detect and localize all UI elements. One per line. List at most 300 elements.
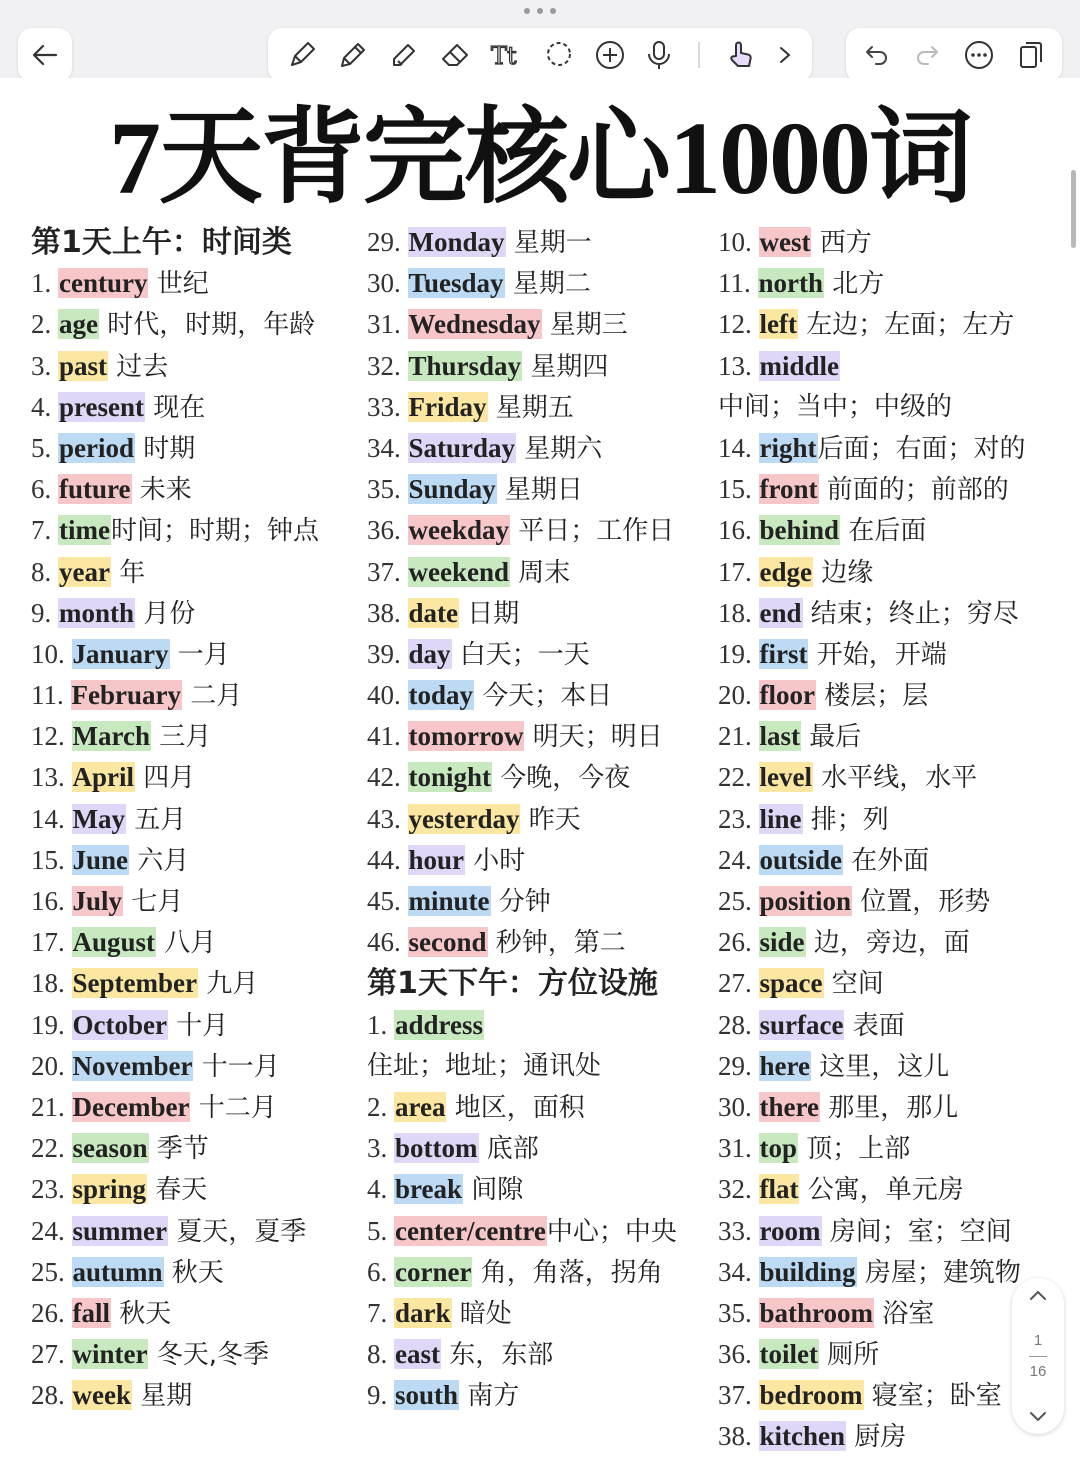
vocab-item bbox=[31, 922, 319, 963]
chinese-meaning: 厨房 bbox=[846, 1422, 907, 1453]
chinese-meaning: 排；列 bbox=[802, 804, 889, 835]
vocab-item bbox=[31, 963, 319, 1004]
item-number: 10. bbox=[31, 638, 72, 669]
item-number: 23. bbox=[31, 1174, 72, 1205]
english-word: Friday bbox=[408, 391, 487, 422]
vocab-item bbox=[367, 1211, 677, 1252]
item-number: 27. bbox=[718, 968, 759, 999]
english-word: Sunday bbox=[408, 474, 496, 505]
english-word: October bbox=[72, 1009, 167, 1040]
item-number: 28. bbox=[31, 1380, 72, 1411]
english-word: minute bbox=[408, 886, 490, 916]
english-word: November bbox=[72, 1050, 193, 1081]
chinese-meaning: 结束；终止；穷尽 bbox=[802, 598, 1019, 629]
english-word: August bbox=[72, 927, 156, 958]
english-word: second bbox=[408, 927, 487, 958]
vocab-item bbox=[367, 881, 677, 922]
chinese-meaning: 角，角落，拐角 bbox=[472, 1257, 663, 1288]
chinese-meaning: 时间；时期；钟点 bbox=[110, 516, 319, 547]
english-word: building bbox=[759, 1256, 856, 1287]
vocab-item bbox=[31, 634, 319, 675]
item-number: 17. bbox=[31, 927, 72, 958]
vocab-item bbox=[31, 593, 319, 634]
item-number: 15. bbox=[31, 844, 72, 875]
english-word: autumn bbox=[72, 1256, 163, 1287]
item-number: 35. bbox=[718, 1297, 759, 1328]
item-number: 22. bbox=[31, 1133, 72, 1164]
item-number: 18. bbox=[31, 968, 72, 999]
english-word: January bbox=[72, 638, 169, 669]
item-number: 15. bbox=[718, 474, 759, 505]
english-word: left bbox=[759, 309, 797, 340]
english-word: behind bbox=[759, 515, 840, 546]
vocab-item bbox=[718, 716, 1026, 757]
chinese-meaning: 星期一 bbox=[505, 228, 592, 258]
english-word: weekday bbox=[408, 515, 509, 546]
english-word: level bbox=[759, 762, 812, 793]
item-number: 37. bbox=[718, 1380, 759, 1411]
item-number: 8. bbox=[367, 1339, 394, 1370]
vocab-item bbox=[718, 1005, 1026, 1046]
english-word: position bbox=[759, 886, 852, 916]
english-word: Tuesday bbox=[408, 268, 504, 299]
chinese-meaning: 公寓，单元房 bbox=[799, 1175, 964, 1206]
back-arrow-icon bbox=[32, 44, 58, 66]
chinese-meaning: 过去 bbox=[108, 351, 169, 382]
chinese-meaning: 左边；左面；左方 bbox=[797, 310, 1015, 341]
current-page: 1 bbox=[1033, 1331, 1043, 1349]
undo-icon[interactable] bbox=[863, 41, 891, 69]
vocab-item bbox=[367, 593, 677, 634]
chinese-meaning: 楼层；层 bbox=[815, 681, 929, 712]
top-toolbar bbox=[0, 0, 1080, 78]
vocab-item bbox=[718, 263, 1026, 304]
item-number: 4. bbox=[367, 1174, 394, 1205]
chinese-meaning: 北方 bbox=[824, 269, 885, 300]
vocab-item bbox=[718, 840, 1026, 881]
vocab-item bbox=[367, 304, 677, 345]
chevron-down-icon[interactable] bbox=[1028, 1410, 1048, 1424]
item-number: 4. bbox=[31, 391, 58, 422]
chinese-meaning: 浴室 bbox=[874, 1298, 935, 1329]
vocab-item bbox=[367, 387, 677, 428]
chevron-right-icon[interactable] bbox=[776, 39, 794, 71]
chinese-meaning: 三月 bbox=[150, 722, 212, 753]
english-word: year bbox=[59, 556, 110, 587]
pencil-icon[interactable] bbox=[337, 39, 369, 71]
chinese-meaning: 七月 bbox=[123, 887, 184, 917]
item-number: 19. bbox=[31, 1009, 72, 1040]
chinese-meaning: 水平线，水平 bbox=[812, 763, 978, 794]
vocab-item bbox=[367, 757, 677, 798]
chinese-meaning: 在外面 bbox=[843, 845, 930, 876]
item-number: 46. bbox=[367, 927, 408, 958]
item-number: 29. bbox=[718, 1050, 759, 1081]
vocab-item bbox=[31, 1211, 319, 1252]
page-navigator bbox=[1012, 1278, 1064, 1434]
vocab-item bbox=[718, 469, 1026, 510]
english-word: west bbox=[759, 227, 811, 257]
pen-icon[interactable] bbox=[286, 39, 318, 71]
item-number: 13. bbox=[31, 762, 72, 793]
vocab-item bbox=[31, 1128, 319, 1169]
touch-hand-icon[interactable] bbox=[725, 39, 757, 71]
vocab-item bbox=[367, 1005, 677, 1046]
vocab-item bbox=[31, 1252, 319, 1293]
item-number: 6. bbox=[367, 1256, 394, 1287]
english-word: last bbox=[759, 721, 800, 752]
english-word: fall bbox=[72, 1297, 110, 1328]
english-word: corner bbox=[395, 1256, 472, 1287]
english-word: April bbox=[72, 762, 135, 793]
vocab-item bbox=[718, 1087, 1026, 1128]
vocab-item bbox=[31, 1375, 319, 1416]
vocab-item bbox=[718, 675, 1026, 716]
item-number: 43. bbox=[367, 803, 408, 834]
vocab-item bbox=[367, 1128, 677, 1169]
item-number: 21. bbox=[31, 1091, 72, 1122]
toolbar-divider bbox=[698, 42, 700, 68]
english-word: tomorrow bbox=[408, 721, 524, 752]
item-number: 24. bbox=[718, 844, 759, 875]
chinese-meaning: 开始，开端 bbox=[808, 639, 947, 670]
item-number: 39. bbox=[367, 638, 408, 669]
english-word: right bbox=[759, 432, 817, 463]
vocab-item bbox=[367, 469, 677, 510]
english-word: past bbox=[59, 350, 108, 381]
vocab-item bbox=[31, 716, 319, 757]
chinese-meaning: 位置，形势 bbox=[852, 887, 991, 917]
english-word: bathroom bbox=[759, 1297, 874, 1328]
english-word: May bbox=[72, 803, 125, 834]
chinese-meaning: 房屋；建筑物 bbox=[856, 1257, 1021, 1288]
chinese-meaning: 秋天 bbox=[111, 1298, 172, 1329]
vocab-item bbox=[367, 799, 677, 840]
item-number: 14. bbox=[31, 803, 72, 834]
item-number: 11. bbox=[718, 268, 758, 299]
vocab-item bbox=[367, 552, 677, 593]
word-meaning-continued: 住址；地址；通讯处 bbox=[367, 1050, 602, 1081]
chinese-meaning: 今晚，今夜 bbox=[492, 763, 631, 794]
section-heading: 第1天下午：方位设施 bbox=[367, 966, 658, 1002]
pages-icon[interactable] bbox=[1017, 39, 1045, 71]
item-number: 22. bbox=[718, 762, 759, 793]
item-number: 8. bbox=[31, 556, 58, 587]
chinese-meaning: 中心；中央 bbox=[546, 1216, 677, 1247]
item-number: 42. bbox=[367, 762, 408, 793]
english-word: summer bbox=[72, 1215, 167, 1246]
vocab-item bbox=[718, 1128, 1026, 1169]
english-word: present bbox=[59, 391, 144, 422]
vocab-item bbox=[31, 881, 319, 922]
drag-handle[interactable] bbox=[524, 8, 556, 18]
vocab-item bbox=[31, 552, 319, 593]
chinese-meaning: 十二月 bbox=[190, 1092, 277, 1123]
item-number: 11. bbox=[31, 680, 71, 711]
item-number: 1. bbox=[367, 1009, 394, 1040]
vocab-item bbox=[31, 840, 319, 881]
english-word: address bbox=[395, 1009, 484, 1040]
chinese-meaning: 今天；本日 bbox=[474, 681, 613, 712]
english-word: center/centre bbox=[395, 1215, 546, 1246]
chinese-meaning: 星期二 bbox=[504, 269, 591, 300]
item-number: 17. bbox=[718, 556, 759, 587]
chinese-meaning: 十一月 bbox=[193, 1051, 280, 1082]
english-word: south bbox=[395, 1380, 459, 1411]
english-word: kitchen bbox=[759, 1421, 846, 1452]
vocab-item bbox=[367, 1293, 677, 1334]
add-icon[interactable] bbox=[594, 39, 626, 71]
english-word: September bbox=[72, 968, 197, 999]
lasso-icon[interactable] bbox=[543, 39, 575, 71]
chinese-meaning: 在后面 bbox=[840, 516, 927, 547]
chinese-meaning: 边，旁边，面 bbox=[805, 928, 970, 959]
item-number: 40. bbox=[367, 680, 408, 711]
chinese-meaning: 西方 bbox=[811, 228, 872, 258]
item-number: 25. bbox=[718, 886, 759, 916]
item-number: 5. bbox=[367, 1215, 394, 1246]
item-number: 14. bbox=[718, 432, 759, 463]
chinese-meaning: 星期五 bbox=[487, 392, 574, 423]
vocab-item bbox=[718, 1169, 1026, 1210]
vocab-item bbox=[718, 1334, 1026, 1375]
item-number: 9. bbox=[367, 1380, 394, 1411]
chinese-meaning: 六月 bbox=[129, 845, 190, 876]
english-word: March bbox=[72, 721, 150, 752]
item-number: 36. bbox=[718, 1339, 759, 1370]
english-word: tonight bbox=[408, 762, 492, 793]
vocab-item bbox=[367, 1252, 677, 1293]
english-word: top bbox=[759, 1133, 798, 1164]
vocab-item bbox=[718, 1375, 1026, 1416]
english-word: edge bbox=[759, 556, 812, 587]
item-number: 23. bbox=[718, 803, 759, 834]
vocab-item bbox=[31, 1087, 319, 1128]
english-word: bedroom bbox=[759, 1380, 863, 1411]
document-actions bbox=[846, 28, 1062, 82]
english-word: Saturday bbox=[408, 432, 516, 463]
english-word: June bbox=[72, 844, 129, 875]
item-number: 30. bbox=[367, 268, 408, 299]
item-number: 2. bbox=[31, 309, 58, 340]
word-meaning-continued: 中间；当中；中级的 bbox=[718, 391, 953, 422]
item-number: 32. bbox=[718, 1174, 759, 1205]
chinese-meaning: 那里，那儿 bbox=[819, 1092, 959, 1123]
english-word: toilet bbox=[759, 1339, 818, 1370]
chinese-meaning: 季节 bbox=[148, 1134, 209, 1165]
chinese-meaning: 未来 bbox=[131, 475, 192, 506]
vocab-item bbox=[31, 428, 319, 469]
item-number: 38. bbox=[367, 597, 408, 628]
chinese-meaning: 底部 bbox=[478, 1134, 539, 1165]
english-word: front bbox=[759, 474, 818, 505]
item-number: 12. bbox=[718, 309, 759, 340]
page-title: 7天背完核心1000词 bbox=[108, 101, 971, 216]
chinese-meaning: 八月 bbox=[156, 928, 217, 959]
item-number: 28. bbox=[718, 1009, 759, 1040]
vocab-item bbox=[718, 510, 1026, 551]
item-number: 36. bbox=[367, 515, 408, 546]
item-number: 10. bbox=[718, 227, 759, 257]
item-number: 29. bbox=[367, 227, 408, 257]
item-number: 33. bbox=[718, 1215, 759, 1246]
vocab-item bbox=[718, 346, 1026, 387]
item-number: 5. bbox=[31, 432, 58, 463]
english-word: winter bbox=[72, 1339, 148, 1370]
vocab-item bbox=[31, 469, 319, 510]
vocab-item bbox=[718, 757, 1026, 798]
chinese-meaning: 南方 bbox=[459, 1381, 520, 1412]
english-word: today bbox=[408, 680, 474, 711]
vocab-item bbox=[718, 1293, 1026, 1334]
english-word: Wednesday bbox=[408, 309, 541, 340]
column-2 bbox=[367, 222, 677, 1416]
english-word: first bbox=[759, 638, 808, 669]
english-word: century bbox=[59, 268, 148, 299]
vocab-item bbox=[718, 881, 1026, 922]
item-number: 30. bbox=[718, 1091, 759, 1122]
english-word: weekend bbox=[408, 556, 509, 587]
vocab-item bbox=[367, 510, 677, 551]
vocab-item bbox=[718, 634, 1026, 675]
english-word: room bbox=[759, 1215, 821, 1246]
item-number: 16. bbox=[718, 515, 759, 546]
item-number: 2. bbox=[367, 1091, 394, 1122]
chinese-meaning: 年 bbox=[110, 557, 146, 588]
english-word: surface bbox=[759, 1009, 844, 1040]
vocab-item bbox=[718, 304, 1026, 345]
vocab-item bbox=[367, 840, 677, 881]
chinese-meaning: 一月 bbox=[169, 639, 230, 670]
chinese-meaning: 时期 bbox=[135, 433, 196, 464]
chinese-meaning: 夏天，夏季 bbox=[167, 1216, 307, 1247]
vocab-item bbox=[367, 1375, 677, 1416]
chinese-meaning: 九月 bbox=[197, 969, 259, 1000]
chinese-meaning: 现在 bbox=[145, 392, 206, 423]
microphone-icon[interactable] bbox=[645, 39, 673, 71]
chinese-meaning: 暗处 bbox=[451, 1298, 512, 1329]
english-word: bottom bbox=[395, 1133, 478, 1164]
item-number: 20. bbox=[31, 1050, 72, 1081]
vocab-item bbox=[31, 1005, 319, 1046]
vocab-item bbox=[718, 222, 1026, 263]
item-number: 26. bbox=[31, 1297, 72, 1328]
chinese-meaning: 日期 bbox=[459, 598, 520, 629]
chinese-meaning: 前面的；前部的 bbox=[818, 475, 1009, 506]
english-word: break bbox=[395, 1174, 463, 1205]
item-number: 37. bbox=[367, 556, 408, 587]
vocab-item bbox=[367, 263, 677, 304]
vocab-item bbox=[367, 1087, 677, 1128]
chinese-meaning: 东，东部 bbox=[440, 1340, 554, 1371]
english-word: area bbox=[395, 1091, 446, 1122]
vocab-item bbox=[31, 387, 319, 428]
english-word: season bbox=[72, 1133, 148, 1164]
text-tool-icon[interactable] bbox=[490, 39, 524, 71]
english-word: month bbox=[59, 597, 135, 628]
chinese-meaning: 顶；上部 bbox=[798, 1134, 911, 1165]
english-word: week bbox=[72, 1380, 131, 1411]
item-number: 1. bbox=[31, 268, 58, 299]
chinese-meaning: 冬天,冬季 bbox=[148, 1340, 270, 1371]
vocab-item bbox=[718, 428, 1026, 469]
chinese-meaning: 星期日 bbox=[496, 475, 583, 506]
english-word: floor bbox=[759, 680, 815, 711]
section-heading: 第1天上午：时间类 bbox=[31, 225, 292, 260]
english-word: dark bbox=[395, 1297, 451, 1328]
item-number: 45. bbox=[367, 886, 408, 916]
item-number: 3. bbox=[31, 350, 58, 381]
chevron-up-icon[interactable] bbox=[1028, 1288, 1048, 1302]
item-number: 44. bbox=[367, 844, 408, 875]
english-word: December bbox=[72, 1091, 190, 1122]
vocab-item bbox=[367, 222, 677, 263]
english-word: end bbox=[759, 597, 802, 628]
english-word: time bbox=[59, 515, 110, 546]
chinese-meaning: 后面；右面；对的 bbox=[817, 433, 1026, 464]
english-word: spring bbox=[72, 1174, 147, 1205]
vocab-item bbox=[31, 1334, 319, 1375]
english-word: flat bbox=[759, 1174, 799, 1205]
english-word: east bbox=[395, 1339, 440, 1370]
english-word: here bbox=[759, 1050, 810, 1081]
item-number: 32. bbox=[367, 350, 408, 381]
chinese-meaning: 地区，面积 bbox=[446, 1092, 585, 1123]
vocab-item bbox=[367, 346, 677, 387]
svg-text:Tt: Tt bbox=[490, 42, 517, 70]
more-icon[interactable] bbox=[963, 39, 995, 71]
chinese-meaning: 秋天 bbox=[163, 1257, 224, 1288]
vocab-item bbox=[31, 1293, 319, 1334]
chinese-meaning: 厕所 bbox=[818, 1340, 880, 1371]
back-button[interactable] bbox=[18, 28, 72, 82]
chinese-meaning: 月份 bbox=[135, 598, 196, 629]
vocab-item bbox=[31, 510, 319, 551]
item-number: 16. bbox=[31, 886, 72, 916]
chinese-meaning: 最后 bbox=[801, 722, 862, 753]
vocab-item bbox=[31, 346, 319, 387]
chinese-meaning: 空间 bbox=[823, 969, 884, 1000]
chinese-meaning: 十月 bbox=[167, 1010, 229, 1041]
item-number: 41. bbox=[367, 721, 408, 752]
vocab-item bbox=[367, 716, 677, 757]
vocab-item bbox=[367, 675, 677, 716]
highlighter-icon[interactable] bbox=[388, 39, 420, 71]
scrollbar[interactable] bbox=[1071, 170, 1076, 248]
column-3 bbox=[718, 222, 1026, 1458]
vocab-item bbox=[367, 428, 677, 469]
chinese-meaning: 边缘 bbox=[812, 557, 874, 588]
item-number: 24. bbox=[31, 1215, 72, 1246]
chinese-meaning: 时代，时期，年龄 bbox=[98, 310, 316, 341]
item-number: 13. bbox=[718, 350, 759, 381]
item-number: 31. bbox=[367, 309, 408, 340]
chinese-meaning: 间隙 bbox=[463, 1175, 524, 1206]
english-word: north bbox=[758, 268, 824, 299]
english-word: date bbox=[408, 597, 458, 628]
vocab-item bbox=[31, 675, 319, 716]
english-word: there bbox=[759, 1091, 819, 1122]
english-word: yesterday bbox=[408, 803, 520, 834]
eraser-icon[interactable] bbox=[439, 39, 471, 71]
vocab-item bbox=[718, 593, 1026, 634]
english-word: future bbox=[59, 474, 131, 505]
item-number: 6. bbox=[31, 474, 58, 505]
item-number: 18. bbox=[718, 597, 759, 628]
redo-icon[interactable] bbox=[913, 41, 941, 69]
english-word: day bbox=[408, 638, 451, 669]
vocab-item bbox=[718, 552, 1026, 593]
